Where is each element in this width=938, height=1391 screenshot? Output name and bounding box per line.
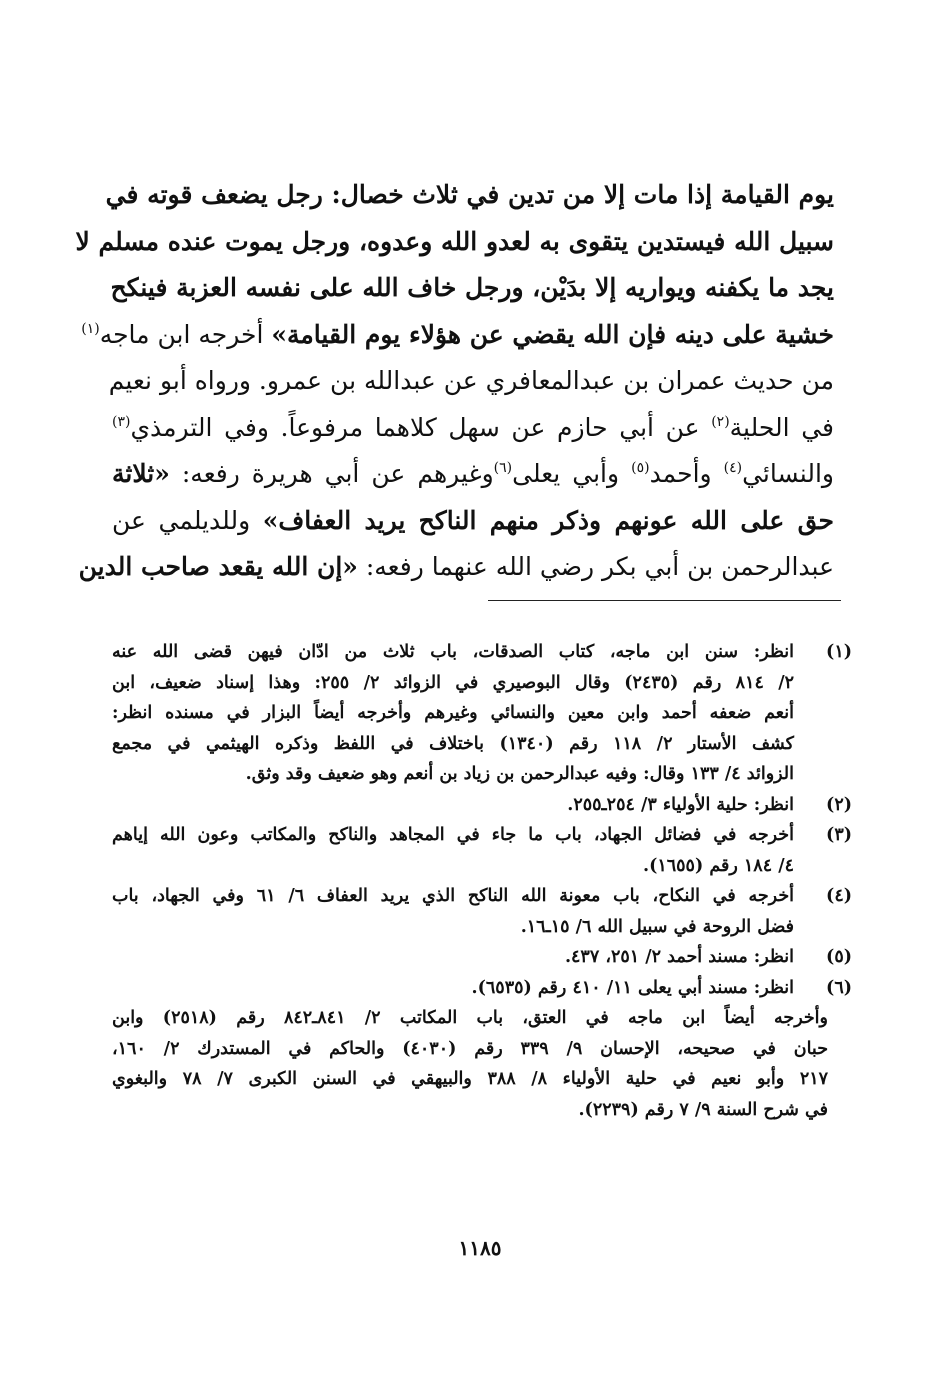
text-segment: «ثلاثة (112, 459, 170, 488)
text-segment: وأبي يعلى (512, 459, 632, 488)
footnote-reference: (٣) (112, 413, 131, 430)
page-number: ١١٨٥ (458, 1236, 502, 1260)
text-segment: والنسائي (742, 459, 834, 488)
text-segment: في الحلية (729, 412, 834, 442)
footnote-reference: (١) (81, 320, 100, 337)
footnote-line: انظر: حلية الأولياء ٣/ ٢٥٤ـ٢٥٥. (567, 794, 794, 815)
footnote-line: ٤/ ١٨٤ رقم (١٦٥٥). (642, 855, 794, 876)
footnote (112, 637, 852, 790)
footnote-line: أخرجه في النكاح، باب معونة الله الناكح الذي يريد العفاف ٦/ ٦١ وفي الجهاد، باب (112, 886, 795, 906)
footnote-number: (٤) (826, 886, 852, 906)
footnote-number: (٣) (826, 825, 852, 845)
footnote-line: انظر: مسند أبي يعلى ١١/ ٤١٠ رقم (٦٥٣٥). (471, 977, 794, 998)
footnotes (112, 637, 852, 1125)
footnote-line: ٢١٧ وأبو نعيم في حلية الأولياء ٨/ ٣٨٨ والبيهقي في السنن الكبرى ٧/ ٧٨ والبغوي (112, 1069, 829, 1089)
text-segment: أخرجه ابن ماجه (99, 319, 272, 349)
footnote-continuation (112, 1003, 852, 1125)
footnote-text (112, 637, 794, 790)
text-segment: حق على الله عونهم وذكر منهم الناكح يريد العفاف» (262, 505, 834, 535)
footnote-number: (١) (826, 642, 852, 662)
footnote-reference: (٦) (493, 460, 513, 476)
footnote-reference: (٤) (723, 460, 743, 476)
footnote-line: أخرجه في فضائل الجهاد، باب ما جاء في المجاهد والناكح والمكاتب وعون الله إياهم (112, 825, 794, 845)
footnote-text (112, 973, 794, 1004)
main-text-body (75, 172, 834, 591)
main-text-line (112, 265, 834, 312)
footnote-line: حبان في صحيحه، الإحسان ٩/ ٣٣٩ رقم (٤٠٣٠) والحاكم في المستدرك ٢/ ١٦٠، (112, 1038, 829, 1059)
footnote-line: في شرح السنة ٩/ ٧ رقم (٢٢٣٩). (578, 1099, 828, 1120)
text-segment: سبيل الله فيستدين يتقوى به لعدو الله وعدوه، ورجل يموت عنده مسلم لا (75, 226, 834, 256)
footnote-number: (٢) (826, 794, 852, 815)
text-segment: من حديث عمران بن عبدالمعافري عن عبدالله بن عمرو. ورواه أبو نعيم (108, 366, 834, 395)
footnote (112, 881, 852, 942)
text-segment: خشية على دينه فإن الله يقضي عن هؤلاء يوم القيامة» (271, 319, 834, 349)
footnote-line: وأخرجه أيضاً ابن ماجه في العتق، باب المكاتب ٢/ ٨٤١ـ٨٤٢ رقم (٢٥١٨) وابن (112, 1008, 828, 1028)
main-text-line (112, 405, 834, 452)
footnote-text (112, 942, 794, 973)
footnote-number: (٦) (826, 977, 852, 998)
footnote (112, 820, 852, 881)
text-segment: يجد ما يكفنه ويواريه إلا بدَيْن، ورجل خاف الله على نفسه العزبة فينكح (110, 273, 834, 302)
text-segment: وللديلمي عن (112, 505, 263, 535)
text-segment: عبدالرحمن بن أبي بكر رضي الله عنهما رفعه: (357, 552, 834, 581)
footnote-text (112, 820, 794, 881)
main-text-line (81, 312, 834, 359)
text-segment: وأحمد (649, 459, 724, 488)
footnote-reference: (٥) (631, 460, 650, 476)
footnote (112, 790, 852, 821)
main-text-line (78, 544, 834, 591)
footnote-line: انظر: مسند أحمد ٢/ ٢٥١، ٤٣٧. (564, 947, 794, 967)
main-text-line (112, 451, 834, 498)
footnote-line: فضل الروحة في سبيل الله ٦/ ١٥ـ١٦. (520, 916, 794, 937)
footnote-text (112, 790, 794, 821)
footnote-text (112, 1003, 828, 1125)
footnote (112, 942, 852, 973)
footnote-reference: (٢) (711, 413, 730, 430)
footnote-line: كشف الأستار ٢/ ١١٨ رقم (١٣٤٠) باختلاف في اللفظ وذكره الهيثمي في مجمع (112, 733, 795, 754)
text-segment: «إن الله يقعد صاحب الدين (78, 552, 358, 581)
footnote-text (112, 881, 794, 942)
main-text-line (112, 498, 834, 545)
footnote-line: ٢/ ٨١٤ رقم (٢٤٣٥) وقال البوصيري في الزوائد ٢/ ٢٥٥: وهذا إسناد ضعيف، ابن (112, 672, 795, 693)
footnote-line: الزوائد ٤/ ١٣٣ وقال: وفيه عبدالرحمن بن زياد بن أنعم وهو ضعيف وقد وثق. (245, 764, 794, 784)
footnote-line: أنعم ضعفه أحمد وابن معين والنسائي وغيرهم وأخرجه أيضاً البزار في مسنده انظر: (112, 703, 794, 723)
main-text-line (105, 172, 834, 219)
main-text-line (108, 358, 834, 405)
footnote-number: (٥) (826, 947, 852, 967)
footnote-separator (488, 600, 841, 601)
footnote (112, 973, 852, 1004)
footnote-line: انظر: سنن ابن ماجه، كتاب الصدقات، باب ثلاث من ادّان فيهن قضى الله عنه (112, 642, 794, 662)
text-segment: يوم القيامة إذا مات إلا من تدين في ثلاث خصال: رجل يضعف قوته في (105, 180, 834, 209)
text-segment: عن أبي حازم عن سهل كلاهما مرفوعاً. وفي الترمذي (130, 412, 712, 442)
text-segment: وغيرهم عن أبي هريرة رفعه: (169, 459, 494, 488)
main-text-line (75, 219, 834, 266)
